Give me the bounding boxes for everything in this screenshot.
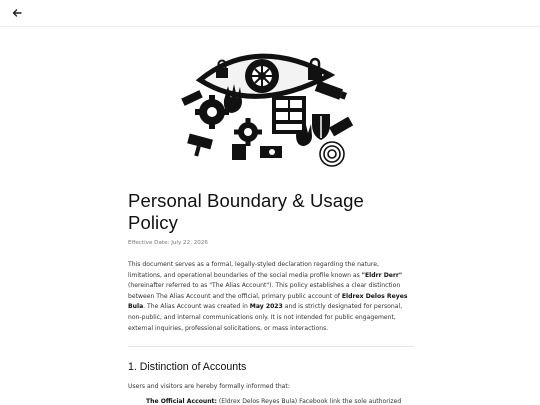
owner-name: Eldrex Delos Reyes Bula	[128, 292, 408, 311]
back-button[interactable]	[8, 4, 26, 22]
arrow-left-icon	[11, 7, 23, 19]
page-title: Personal Boundary & Usage Policy	[128, 190, 364, 233]
section-divider	[128, 346, 414, 347]
intro-paragraph: This document serves as a formal, legally-styled declaration regarding the nature, limitations, and operational boundaries of the social media profile known as "Eldrr Derr" (hereinafter referred to as "The Alias Account"). This policy establishes a clear distinction between The Alias Account and the official, primary public account of Eldrex Delos Reyes Bula. The Alias Account was created in May 2023 and is strictly designated for personal, non-public, and internal communications only. It is not intended for public engagement, external inquiries, professional solicitations, or mass interactions.	[128, 261, 408, 332]
policy-content	[128, 190, 414, 390]
top-bar	[0, 0, 540, 27]
alias-name: "Eldrr Derr"	[361, 271, 403, 279]
list-item: The Official Account: (Eldrex Delos Reyes Bula) Facebook link the sole authorized	[146, 398, 402, 405]
section-heading: 1. Distinction of Accounts	[128, 361, 247, 374]
surveillance-collage-icon	[180, 40, 360, 170]
effective-date: Effective Date: July 22, 2026	[128, 240, 208, 246]
created-date: May 2023	[249, 303, 283, 311]
section-lead: Users and visitors are hereby formally informed that:	[128, 383, 290, 391]
